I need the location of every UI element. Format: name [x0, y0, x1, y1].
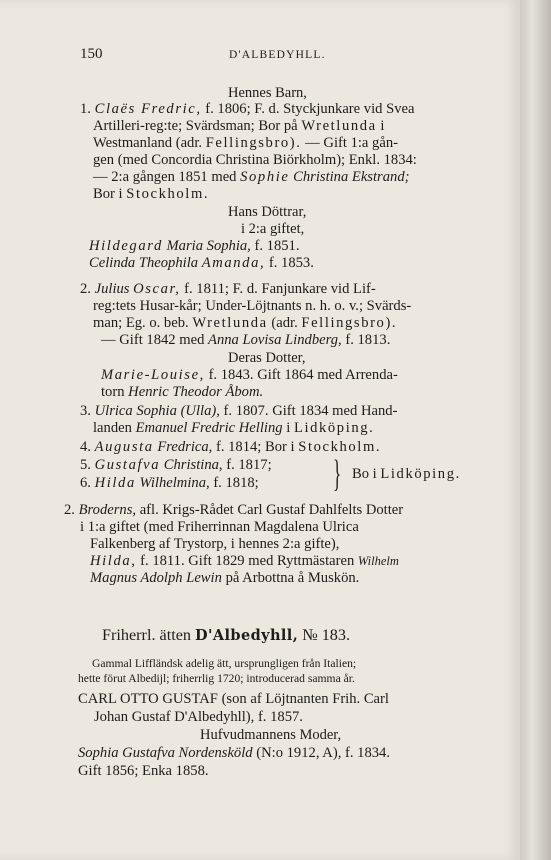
- child-1-line-3: Westmanland (adr. Fellingsbro). — Gift 1:a gån-: [93, 135, 398, 151]
- child-6: 6. Hilda Wilhelmina, f. 1818;: [80, 475, 259, 491]
- heading-daughter: Deras Dotter,: [228, 350, 306, 366]
- daughter-1: Hildegard Maria Sophia, f. 1851.: [89, 238, 300, 254]
- grand-daughter-line-1: Marie-Louise, f. 1843. Gift 1864 med Arrenda-: [101, 367, 398, 383]
- daughter-2: Celinda Theophila Amanda, f. 1853.: [89, 255, 314, 271]
- child-3-line-2: landen Emanuel Fredric Helling i Lidköping.: [93, 420, 375, 436]
- child-1-line-5: — 2:a gången 1851 med Sophie Christina Ekstrand;: [93, 169, 410, 185]
- child-3-line-1: 3. Ulrica Sophia (Ulla), f. 1807. Gift 1834 med Hand-: [80, 403, 398, 419]
- heading-daughters-sub: i 2:a giftet,: [241, 221, 305, 237]
- brother-line-4: Hilda, f. 1811. Gift 1829 med Ryttmästaren Wilhelm: [90, 553, 399, 569]
- child-2-line-1: 2. Julius Oscar, f. 1811; F. d. Fanjunkare vid Lif-: [80, 281, 376, 297]
- children-5-6-residence: Bo i Lidköping.: [352, 466, 461, 482]
- description-line-2: hette förut Albedijl; friherrlig 1720; introducerad samma år.: [78, 672, 355, 685]
- child-2-line-4: — Gift 1842 med Anna Lovisa Lindberg, f. 1813.: [101, 332, 391, 348]
- brace: }: [333, 453, 342, 495]
- brother-line-1: 2. Broderns, afl. Krigs-Rådet Carl Gustaf Dahlfelts Dotter: [64, 502, 404, 518]
- heading-mother: Hufvudmannens Moder,: [200, 727, 342, 743]
- child-5: 5. Gustafva Christina, f. 1817;: [80, 457, 272, 473]
- grand-daughter-line-2: torn Henric Theodor Åbom.: [101, 384, 264, 400]
- child-2-line-2: reg:tets Husar-kår; Under-Löjtnants n. h. o. v.; Svärds-: [93, 298, 412, 314]
- head-of-family-line-1: CARL OTTO GUSTAF (son af Löjtnanten Frih. Carl: [78, 691, 389, 707]
- brother-line-3: Falkenberg af Trystorp, i hennes 2:a gifte),: [90, 536, 340, 552]
- mother-line-2: Gift 1856; Enka 1858.: [78, 763, 209, 779]
- child-1-line-4: gen (med Concordia Christina Biörkholm); Enkl. 1834:: [93, 152, 417, 168]
- description-line-1: Gammal Liffländsk adelig ätt, ursprungligen från Italien;: [92, 657, 357, 670]
- section-title: Friherrl. ätten D'Albedyhll, № 183.: [102, 626, 351, 644]
- child-2-line-3: man; Eg. o. beb. Wretlunda (adr. Fellingsbro).: [93, 315, 398, 331]
- child-4: 4. Augusta Fredrica, f. 1814; Bor i Stockholm.: [80, 439, 382, 455]
- child-1-line-6: Bor i Stockholm.: [93, 186, 210, 202]
- brother-line-5: Magnus Adolph Lewin på Arbottna å Muskön.: [90, 570, 360, 586]
- page-number: 150: [80, 46, 103, 62]
- head-of-family-line-2: Johan Gustaf D'Albedyhll), f. 1857.: [94, 709, 303, 725]
- child-1-line-1: 1. Claës Fredric, f. 1806; F. d. Styckjunkare vid Svea: [80, 101, 415, 117]
- brother-line-2: i 1:a giftet (med Friherrinnan Magdalena Ulrica: [80, 519, 359, 535]
- heading-children: Hennes Barn,: [228, 85, 307, 101]
- child-1-line-2: Artilleri-reg:te; Svärdsman; Bor på Wretlunda i: [93, 118, 385, 134]
- page-edge: [520, 0, 551, 860]
- running-title: D'ALBEDYHLL.: [229, 49, 326, 61]
- mother-line-1: Sophia Gustafva Nordensköld (N:o 1912, A), f. 1834.: [78, 745, 391, 761]
- heading-daughters: Hans Döttrar,: [228, 204, 307, 220]
